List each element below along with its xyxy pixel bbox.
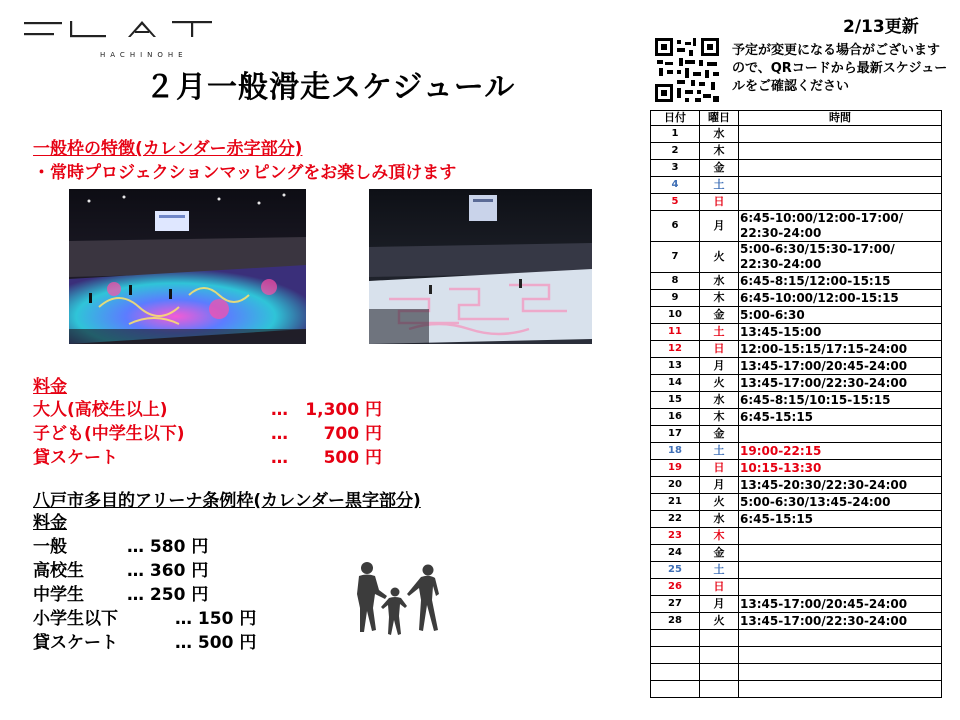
date-cell: 22 [651, 511, 700, 528]
weekday-cell [700, 647, 739, 664]
time-cell: 5:00-6:30/13:45-24:00 [739, 494, 942, 511]
date-cell: 8 [651, 273, 700, 290]
arena-fee-label: 貸スケート [33, 633, 118, 653]
family-skating-silhouette-icon [350, 560, 450, 638]
table-row [651, 392, 942, 409]
weekday-cell: 火 [700, 613, 739, 630]
date-cell [651, 647, 700, 664]
arena-fee-value: … 150 円 [175, 609, 257, 629]
weekday-cell: 火 [700, 494, 739, 511]
date-cell [651, 630, 700, 647]
date-cell: 27 [651, 596, 700, 613]
arena-fee-value: … 360 円 [127, 561, 209, 581]
date-cell: 10 [651, 307, 700, 324]
date-cell: 7 [651, 242, 700, 273]
weekday-cell: 水 [700, 126, 739, 143]
table-row [651, 160, 942, 177]
table-row [651, 545, 942, 562]
page-title: ２月一般滑走スケジュール [145, 70, 516, 105]
table-row [651, 242, 942, 273]
table-row [651, 143, 942, 160]
fee-row-rental [33, 446, 382, 470]
time-cell: 13:45-15:00 [739, 324, 942, 341]
date-cell: 13 [651, 358, 700, 375]
weekday-cell: 木 [700, 290, 739, 307]
date-cell: 6 [651, 211, 700, 242]
fee-dots: … [271, 448, 288, 468]
time-cell [739, 426, 942, 443]
table-row [651, 443, 942, 460]
arena-heading: 八戸市多目的アリーナ条例枠(カレンダー黒字部分) [33, 491, 421, 511]
date-cell: 14 [651, 375, 700, 392]
weekday-cell: 月 [700, 358, 739, 375]
table-row [651, 630, 942, 647]
weekday-cell: 火 [700, 242, 739, 273]
time-cell [739, 177, 942, 194]
table-row [651, 647, 942, 664]
table-row [651, 290, 942, 307]
date-cell [651, 664, 700, 681]
time-cell [739, 545, 942, 562]
time-cell [739, 160, 942, 177]
logo-subtitle: HACHINOHE [100, 51, 188, 59]
time-cell [739, 528, 942, 545]
fee-price: 1,300 円 [305, 400, 382, 420]
date-cell [651, 681, 700, 698]
time-cell [739, 143, 942, 160]
arena-fees-section [33, 511, 257, 655]
time-cell: 6:45-10:00/12:00-17:00/ 22:30-24:00 [739, 211, 942, 242]
table-row [651, 528, 942, 545]
time-cell: 13:45-20:30/22:30-24:00 [739, 477, 942, 494]
table-row [651, 511, 942, 528]
weekday-cell: 水 [700, 392, 739, 409]
date-cell: 9 [651, 290, 700, 307]
table-row [651, 477, 942, 494]
time-cell [739, 126, 942, 143]
time-cell: 13:45-17:00/22:30-24:00 [739, 375, 942, 392]
time-cell: 6:45-8:15/12:00-15:15 [739, 273, 942, 290]
date-cell: 16 [651, 409, 700, 426]
header-date: 日付 [651, 111, 700, 126]
table-row [651, 307, 942, 324]
arena-fee-row [33, 559, 209, 583]
weekday-cell: 日 [700, 460, 739, 477]
time-cell: 5:00-6:30/15:30-17:00/ 22:30-24:00 [739, 242, 942, 273]
date-cell: 17 [651, 426, 700, 443]
time-cell: 10:15-13:30 [739, 460, 942, 477]
time-cell [739, 194, 942, 211]
arena-fee-value: … 250 円 [127, 585, 209, 605]
date-cell: 24 [651, 545, 700, 562]
general-fees-section [33, 372, 382, 470]
arena-fee-value: … 500 円 [175, 633, 257, 653]
table-row [651, 494, 942, 511]
table-row [651, 358, 942, 375]
weekday-cell [700, 664, 739, 681]
weekday-cell: 土 [700, 177, 739, 194]
date-cell: 2 [651, 143, 700, 160]
table-row [651, 613, 942, 630]
table-row [651, 194, 942, 211]
time-cell: 6:45-15:15 [739, 409, 942, 426]
date-cell: 25 [651, 562, 700, 579]
table-row [651, 211, 942, 242]
date-cell: 15 [651, 392, 700, 409]
arena-fee-row [33, 535, 209, 559]
features-heading: 一般枠の特徴(カレンダー赤字部分) [33, 139, 303, 159]
time-cell [739, 579, 942, 596]
date-cell: 21 [651, 494, 700, 511]
fee-price: 700 円 [323, 424, 382, 444]
time-cell [739, 681, 942, 698]
date-cell: 1 [651, 126, 700, 143]
weekday-cell: 日 [700, 579, 739, 596]
fee-label: 貸スケート [33, 448, 118, 468]
date-cell: 4 [651, 177, 700, 194]
weekday-cell: 土 [700, 324, 739, 341]
weekday-cell: 木 [700, 528, 739, 545]
table-row [651, 324, 942, 341]
fee-dots: … [271, 400, 288, 420]
weekday-cell: 金 [700, 307, 739, 324]
table-row [651, 375, 942, 392]
flat-hachinohe-logo [24, 18, 212, 59]
weekday-cell: 日 [700, 341, 739, 358]
arena-fee-label: 中学生 [33, 585, 84, 605]
arena-fee-label: 小学生以下 [33, 609, 118, 629]
date-cell: 3 [651, 160, 700, 177]
weekday-cell [700, 681, 739, 698]
header-weekday: 曜日 [700, 111, 739, 126]
weekday-cell: 金 [700, 160, 739, 177]
fee-label: 大人(高校生以上) [33, 400, 168, 420]
table-row [651, 273, 942, 290]
schedule-body [651, 126, 942, 698]
arena-fees-heading: 料金 [33, 513, 67, 533]
fee-row-child [33, 422, 382, 446]
date-cell: 19 [651, 460, 700, 477]
schedule-header-row [651, 111, 942, 126]
weekday-cell: 土 [700, 443, 739, 460]
time-cell: 13:45-17:00/22:30-24:00 [739, 613, 942, 630]
time-cell [739, 664, 942, 681]
date-cell: 23 [651, 528, 700, 545]
fee-row-adult [33, 398, 382, 422]
weekday-cell: 土 [700, 562, 739, 579]
time-cell: 13:45-17:00/20:45-24:00 [739, 358, 942, 375]
date-cell: 18 [651, 443, 700, 460]
weekday-cell [700, 630, 739, 647]
rink-photo-projection-colorful [69, 189, 306, 344]
fee-price: 500 円 [323, 448, 382, 468]
flat-logo-mark [24, 19, 212, 39]
time-cell: 6:45-8:15/10:15-15:15 [739, 392, 942, 409]
table-row [651, 341, 942, 358]
qr-note: 予定が変更になる場合がございますので、QRコードから最新スケジュールをご確認ください [732, 43, 948, 94]
date-cell: 26 [651, 579, 700, 596]
time-cell: 13:45-17:00/20:45-24:00 [739, 596, 942, 613]
weekday-cell: 火 [700, 375, 739, 392]
time-cell: 5:00-6:30 [739, 307, 942, 324]
general-fees-heading: 料金 [33, 377, 67, 397]
date-cell: 11 [651, 324, 700, 341]
arena-fee-label: 一般 [33, 537, 67, 557]
arena-fee-row [33, 631, 257, 655]
date-cell: 12 [651, 341, 700, 358]
arena-fee-value: … 580 円 [127, 537, 209, 557]
table-row [651, 177, 942, 194]
fee-dots: … [271, 424, 288, 444]
qr-code-icon[interactable] [655, 38, 719, 102]
weekday-cell: 金 [700, 545, 739, 562]
table-row [651, 562, 942, 579]
header-time: 時間 [739, 111, 942, 126]
table-row [651, 681, 942, 698]
date-cell: 20 [651, 477, 700, 494]
arena-fee-row [33, 583, 209, 607]
weekday-cell: 水 [700, 273, 739, 290]
rink-photo-projection-maze [369, 189, 592, 344]
weekday-cell: 木 [700, 409, 739, 426]
features-line: ・常時プロジェクションマッピングをお楽しみ頂けます [33, 163, 457, 183]
weekday-cell: 日 [700, 194, 739, 211]
date-cell: 28 [651, 613, 700, 630]
date-cell: 5 [651, 194, 700, 211]
schedule-table [650, 110, 942, 698]
weekday-cell: 金 [700, 426, 739, 443]
arena-fee-row [33, 607, 257, 631]
table-row [651, 460, 942, 477]
time-cell [739, 630, 942, 647]
table-row [651, 409, 942, 426]
time-cell: 19:00-22:15 [739, 443, 942, 460]
table-row [651, 426, 942, 443]
time-cell: 6:45-10:00/12:00-15:15 [739, 290, 942, 307]
arena-fee-label: 高校生 [33, 561, 84, 581]
weekday-cell: 月 [700, 211, 739, 242]
table-row [651, 664, 942, 681]
table-row [651, 126, 942, 143]
weekday-cell: 木 [700, 143, 739, 160]
weekday-cell: 水 [700, 511, 739, 528]
update-date-label: 2/13更新 [843, 17, 919, 37]
weekday-cell: 月 [700, 596, 739, 613]
table-row [651, 579, 942, 596]
time-cell: 12:00-15:15/17:15-24:00 [739, 341, 942, 358]
time-cell: 6:45-15:15 [739, 511, 942, 528]
time-cell [739, 647, 942, 664]
table-row [651, 596, 942, 613]
time-cell [739, 562, 942, 579]
weekday-cell: 月 [700, 477, 739, 494]
fee-label: 子ども(中学生以下) [33, 424, 185, 444]
